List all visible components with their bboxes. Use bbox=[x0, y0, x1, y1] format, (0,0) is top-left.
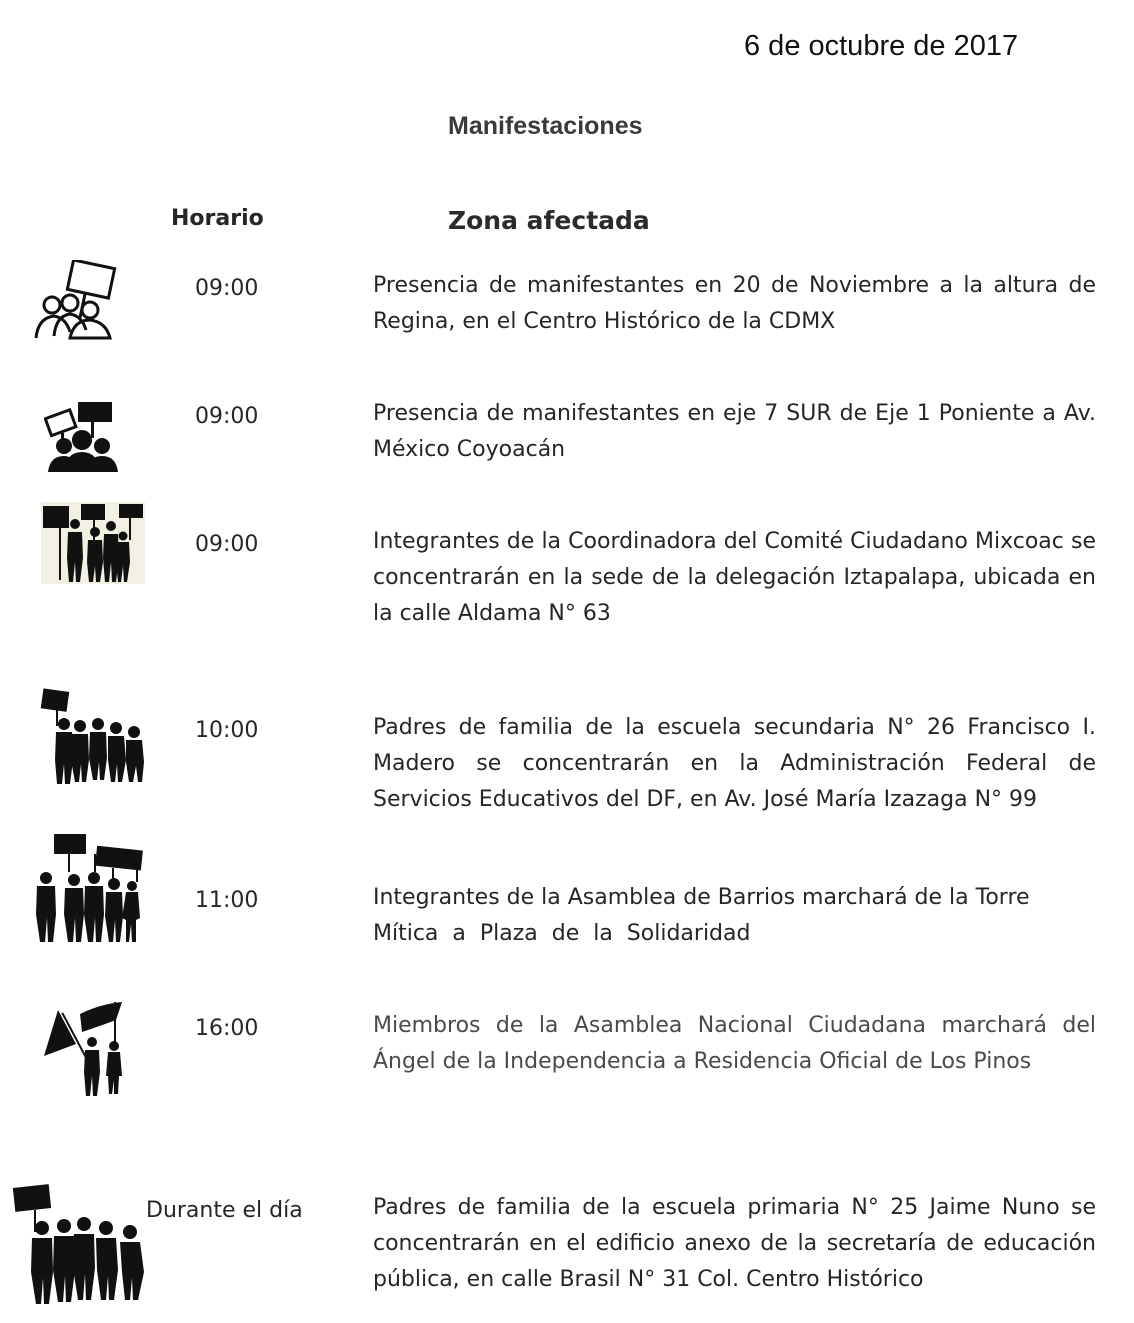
event-time: 16:00 bbox=[195, 1016, 259, 1041]
event-time: 11:00 bbox=[195, 888, 259, 913]
event-time: 09:00 bbox=[195, 532, 259, 557]
event-description: Presencia de manifestantes en eje 7 SUR de Eje 1 Poniente a Av. México Coyoacán bbox=[373, 401, 1096, 462]
event-row bbox=[0, 830, 1134, 950]
event-description: Padres de familia de la escuela secundaria N° 26 Francisco I. Madero se concentrarán en la Administración Federal de Servicios Educativos del DF, en Av. José María Izazaga N° 99 bbox=[373, 715, 1096, 812]
event-row bbox=[0, 1184, 1134, 1314]
event-row bbox=[0, 688, 1134, 812]
event-row bbox=[0, 502, 1134, 626]
protesters-photo-icon bbox=[41, 502, 145, 584]
event-row bbox=[0, 398, 1134, 478]
event-row bbox=[0, 260, 1134, 350]
crowd-silhouette-sign-icon bbox=[12, 1184, 152, 1308]
event-row bbox=[0, 1000, 1134, 1120]
event-description: Miembros de la Asamblea Nacional Ciudadana marchará del Ángel de la Independencia a Residencia Oficial de Los Pinos bbox=[373, 1013, 1096, 1074]
protesters-sign-outline-icon bbox=[30, 260, 120, 342]
protest-group-signs-icon bbox=[44, 400, 120, 474]
event-time: Durante el día bbox=[146, 1198, 303, 1223]
page-title: Manifestaciones bbox=[448, 112, 643, 140]
document-date: 6 de octubre de 2017 bbox=[744, 30, 1019, 62]
column-header-zone: Zona afectada bbox=[448, 206, 650, 235]
event-time: 10:00 bbox=[195, 718, 259, 743]
event-time: 09:00 bbox=[195, 404, 259, 429]
crowd-silhouette-sign-icon bbox=[40, 688, 150, 788]
event-description: Integrantes de la Asamblea de Barrios marchará de la Torre Mítica a Plaza de la Solidaridad bbox=[373, 885, 1037, 946]
event-time: 09:00 bbox=[195, 276, 259, 301]
flag-marchers-icon bbox=[40, 1000, 130, 1098]
event-description: Integrantes de la Coordinadora del Comité Ciudadano Mixcoac se concentrarán en la sede de la delegación Iztapalapa, ubicada en la calle Aldama N° 63 bbox=[373, 529, 1096, 626]
event-description: Padres de familia de la escuela primaria N° 25 Jaime Nuno se concentrarán en el edificio anexo de la secretaría de educación pública, en calle Brasil N° 31 Col. Centro Histórico bbox=[373, 1195, 1096, 1292]
event-description: Presencia de manifestantes en 20 de Noviembre a la altura de Regina, en el Centro Histórico de la CDMX bbox=[373, 273, 1096, 334]
column-header-time: Horario bbox=[171, 206, 264, 231]
crowd-banners-silhouette-icon bbox=[32, 832, 146, 944]
